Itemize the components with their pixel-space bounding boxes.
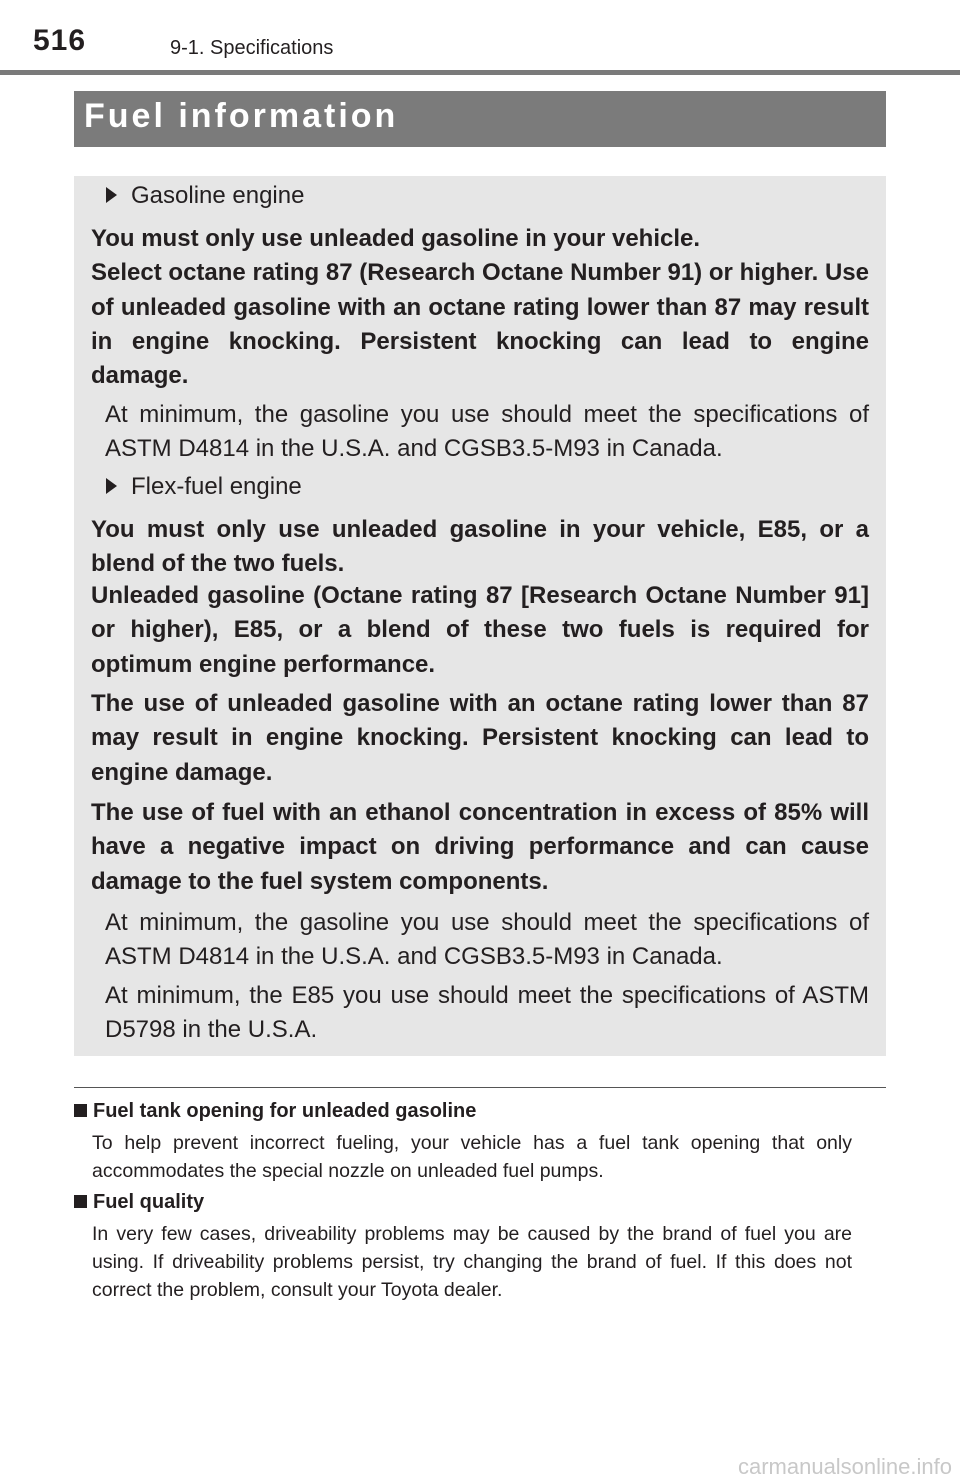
flex-para-1: You must only use unleaded gasoline in your vehicle, E85, or a blend of the two fuels. xyxy=(91,516,869,578)
gasoline-requirements xyxy=(91,222,869,393)
note-heading-fuel-quality: Fuel quality xyxy=(74,1189,204,1215)
gasoline-line-2: Select octane rating 87 (Research Octane Number 91) or higher. Use of unleaded gasoline with an octane rating lower than 87 may result in engine knocking. Persistent knocking can lead to engine damage. xyxy=(91,259,869,390)
square-bullet-icon xyxy=(74,1195,87,1208)
section-title: Fuel information xyxy=(84,97,399,135)
flex-fuel-subheading: Flex-fuel engine xyxy=(106,472,302,502)
section-title-bar xyxy=(74,91,886,147)
note-body-fuel-tank: To help prevent incorrect fueling, your vehicle has a fuel tank opening that only accommodates the special nozzle on unleaded fuel pumps. xyxy=(92,1132,852,1182)
note-body-fuel-quality: In very few cases, driveability problems may be caused by the brand of fuel you are using. If driveability problems persist, try changing the brand of fuel. If this does not correct the problem, consult your Toyota dealer. xyxy=(92,1223,852,1301)
gasoline-subheading: Gasoline engine xyxy=(106,181,304,211)
triangle-bullet-icon xyxy=(106,187,117,203)
triangle-bullet-icon xyxy=(106,478,117,494)
fuel-info-box xyxy=(74,176,886,1056)
flex-e85-spec-note: At minimum, the E85 you use should meet the specifications of ASTM D5798 in the U.S.A. xyxy=(105,982,869,1044)
flex-para-4: The use of fuel with an ethanol concentration in excess of 85% will have a negative impact on driving performance and can cause damage to the fuel system components. xyxy=(91,799,869,895)
note-heading-fuel-tank: Fuel tank opening for unleaded gasoline xyxy=(74,1098,476,1124)
gasoline-line-1: You must only use unleaded gasoline in your vehicle. xyxy=(91,225,701,252)
gasoline-spec-note: At minimum, the gasoline you use should meet the specifications of ASTM D4814 in the U.S.A. and CGSB3.5-M93 in Canada. xyxy=(105,401,869,463)
header-rule xyxy=(0,70,960,75)
watermark: carmanualsonline.info xyxy=(737,1454,952,1479)
square-bullet-icon xyxy=(74,1104,87,1117)
flex-para-2: Unleaded gasoline (Octane rating 87 [Research Octane Number 91] or higher), E85, or a blend of these two fuels is required for optimum engine performance. xyxy=(91,582,869,678)
page-number: 516 xyxy=(33,24,87,57)
flex-gasoline-spec-note: At minimum, the gasoline you use should meet the specifications of ASTM D4814 in the U.S.A. and CGSB3.5-M93 in Canada. xyxy=(105,909,869,971)
flex-para-3: The use of unleaded gasoline with an octane rating lower than 87 may result in engine knocking. Persistent knocking can lead to engine damage. xyxy=(91,690,869,786)
section-label: 9-1. Specifications xyxy=(170,37,334,59)
divider xyxy=(74,1087,886,1088)
